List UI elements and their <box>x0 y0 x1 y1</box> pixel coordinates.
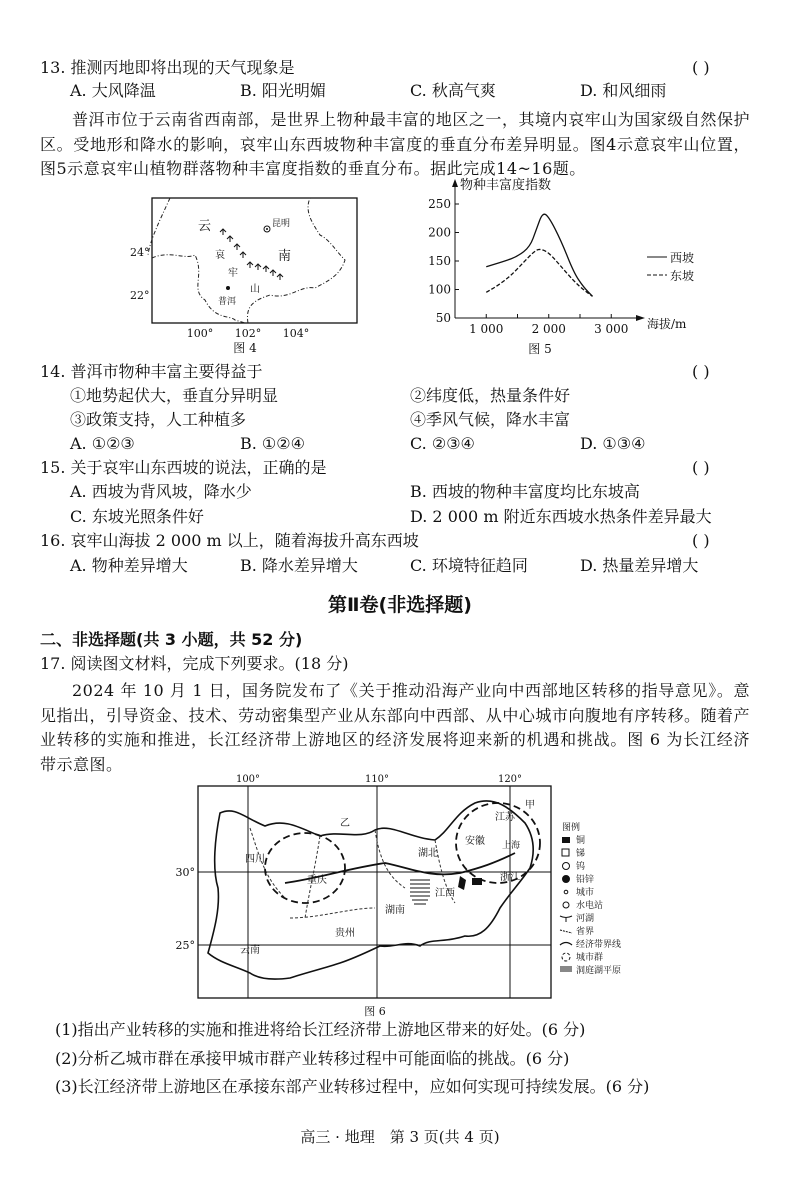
q14-item-3: ③政策支持，人工种植多 <box>70 410 247 429</box>
q15-stem: 15. 关于哀牢山东西坡的说法，正确的是 <box>40 458 327 477</box>
y-tick-label: 150 <box>428 254 451 268</box>
q16-option-a: A. 物种差异增大 <box>70 556 188 575</box>
legend-symbol-icon <box>560 967 572 971</box>
label-yun: 云 <box>198 219 212 234</box>
q13-bracket: ( ) <box>692 58 710 77</box>
q16-option-d: D. 热量差异增大 <box>580 556 699 575</box>
legend-item-label: 锑 <box>576 849 586 859</box>
figure-6-map <box>165 768 622 1020</box>
label-nan: 南 <box>278 249 292 264</box>
q15-option-b: B. 西坡的物种丰富度均比东坡高 <box>410 482 640 501</box>
legend-symbol-icon <box>563 902 569 908</box>
q14-bracket: ( ) <box>692 362 710 381</box>
legend-item-label: 经济带界线 <box>576 940 622 950</box>
q13-option-c: C. 秋高气爽 <box>410 81 496 100</box>
page-footer: 高三 · 地理 第 3 页(共 4 页) <box>300 1128 500 1146</box>
q14-option-b: B. ①②④ <box>240 434 305 453</box>
label-kunming: 昆明 <box>272 219 291 229</box>
legend-item-label: 铅锌 <box>576 875 595 885</box>
q17-sub-2: (2)分析乙城市群在承接甲城市群产业转移过程中可能面临的挑战。(6 分) <box>55 1049 570 1068</box>
legend-item-label: 水电站 <box>576 901 604 911</box>
q16-bracket: ( ) <box>692 531 710 550</box>
label-puer: 普洱 <box>218 297 237 307</box>
lon-tick-102: 102° <box>234 327 262 340</box>
legend-item-label: 城市 <box>576 888 595 898</box>
y-axis-arrow <box>452 179 458 187</box>
legend-item-label: 铜 <box>576 836 586 846</box>
x-tick-label: 2 000 <box>531 322 566 336</box>
legend-symbol-icon <box>560 943 572 946</box>
q14-option-a: A. ①②③ <box>70 434 135 453</box>
figure-5-chart <box>415 175 715 355</box>
legend-symbol-icon <box>564 890 568 894</box>
legend-title: 图例 <box>562 823 581 833</box>
section-2-heading: 二、非选择题(共 3 小题，共 52 分) <box>40 630 303 649</box>
label-jiangxi: 江西 <box>435 888 455 899</box>
figure-6-caption: 图 6 <box>364 1005 386 1018</box>
q17-passage: 2024 年 10 月 1 日，国务院发布了《关于推动沿海产业向中西部地区转移的指导意见》。意见指出，引导资金、技术、劳动密集型产业从东部向中西部、从中心城市向腹地有序转移。随着产业转移的实施和推进，长江经济带上游地区的经济发展将迎来新的机遇和挑战。图 6 为长江经济带示意图。 <box>40 681 750 774</box>
x-tick-label: 3 000 <box>594 322 629 336</box>
label-ai: 哀 <box>215 250 225 261</box>
q13-option-a: A. 大风降温 <box>70 81 156 100</box>
label-anhui: 安徽 <box>465 836 485 847</box>
q17-sub-1: (1)指出产业转移的实施和推进将给长江经济带上游地区带来的好处。(6 分) <box>55 1020 586 1039</box>
x-axis-label: 海拔/m <box>647 317 687 331</box>
q13-stem: 13. 推测丙地即将出现的天气现象是 <box>40 58 295 77</box>
figure-4-caption: 图 4 <box>233 341 257 355</box>
label-chongqing: 重庆 <box>307 875 327 886</box>
q15-option-a: A. 西坡为背风坡，降水少 <box>70 482 252 501</box>
section-2-title: 第Ⅱ卷(非选择题) <box>328 594 472 616</box>
q15-option-c: C. 东坡光照条件好 <box>70 507 204 526</box>
passage-1: 普洱市位于云南省西南部，是世界上物种最丰富的地区之一，其境内哀牢山为国家级自然保护区。受地形和降水的影响，哀牢山东西坡物种丰富度的垂直分布差异明显。图4示意哀牢山位置，图5示意哀牢山植物群落物种丰富度指数的垂直分布。据此完成14~16题。 <box>40 110 750 178</box>
legend-symbol-icon <box>560 930 572 933</box>
q16-option-b: B. 降水差异增大 <box>240 556 358 575</box>
legend-label: 西坡 <box>670 251 695 265</box>
lon-tick-100: 100° <box>186 327 214 340</box>
label-hunan: 湖南 <box>385 905 405 916</box>
q13-option-b: B. 阳光明媚 <box>240 81 326 100</box>
label-jiangsu: 江苏 <box>495 812 515 823</box>
q14-option-c: C. ②③④ <box>410 434 475 453</box>
lat-tick-25: 25° <box>175 939 195 952</box>
legend-symbol-icon <box>562 849 569 856</box>
legend-item-label: 河湖 <box>576 914 595 924</box>
label-lao: 牢 <box>228 268 238 279</box>
y-tick-label: 250 <box>428 197 451 211</box>
y-axis-label: 物种丰富度指数 <box>460 178 552 193</box>
legend-symbol-icon <box>563 876 570 883</box>
lat-tick-24: 24° <box>130 246 150 259</box>
legend-item-label: 钨 <box>576 862 586 872</box>
q14-item-1: ①地势起伏大，垂直分异明显 <box>70 386 279 405</box>
label-yunnan: 云南 <box>240 945 260 956</box>
label-yi: 乙 <box>340 818 350 829</box>
q14-item-4: ④季风气候，降水丰富 <box>410 410 571 429</box>
legend-symbol-icon <box>563 863 570 870</box>
legend-item-label: 洞庭湖平原 <box>576 966 622 976</box>
label-shan: 山 <box>250 284 260 295</box>
q16-option-c: C. 环境特征趋同 <box>410 556 528 575</box>
q14-item-2: ②纬度低，热量条件好 <box>410 386 571 405</box>
q16-stem: 16. 哀牢山海拔 2 000 m 以上，随着海拔升高东西坡 <box>40 531 419 550</box>
series-line-east <box>486 249 592 296</box>
legend-label: 东坡 <box>670 269 695 283</box>
lon-tick-104: 104° <box>282 327 310 340</box>
y-tick-label: 50 <box>435 311 451 325</box>
legend-item-label: 城市群 <box>576 953 604 963</box>
label-zhejiang: 浙江 <box>500 872 520 883</box>
legend-symbol-icon <box>560 916 572 922</box>
q17-stem: 17. 阅读图文材料，完成下列要求。(18 分) <box>40 654 349 673</box>
figure-4-map <box>130 180 360 355</box>
q13-option-d: D. 和风细雨 <box>580 81 667 100</box>
label-hubei: 湖北 <box>418 848 438 859</box>
q15-option-d: D. 2 000 m 附近东西坡水热条件差异最大 <box>410 507 712 526</box>
lon-tick-100: 100° <box>235 774 261 785</box>
y-tick-label: 200 <box>428 225 451 240</box>
lon-tick-110: 110° <box>364 774 390 785</box>
label-sichuan: 四川 <box>245 854 265 865</box>
label-shanghai: 上海 <box>502 841 521 851</box>
q14-option-d: D. ①③④ <box>580 434 646 453</box>
lon-tick-120: 120° <box>497 774 523 785</box>
x-tick-label: 1 000 <box>469 322 504 336</box>
legend-symbol-icon <box>562 837 570 843</box>
legend-symbol-icon <box>562 953 570 961</box>
x-axis-arrow <box>636 315 645 321</box>
lat-tick-30: 30° <box>175 866 195 879</box>
label-guizhou: 贵州 <box>335 928 355 939</box>
q14-stem: 14. 普洱市物种丰富主要得益于 <box>40 362 263 381</box>
figure-5-caption: 图 5 <box>528 342 552 356</box>
label-jia: 甲 <box>525 800 535 811</box>
lat-tick-22: 22° <box>130 289 150 302</box>
q15-bracket: ( ) <box>692 458 710 477</box>
y-tick-label: 100 <box>428 282 451 297</box>
legend-item-label: 省界 <box>576 927 595 937</box>
q17-sub-3: (3)长江经济带上游地区在承接东部产业转移过程中，应如何实现可持续发展。(6 分) <box>55 1077 650 1096</box>
